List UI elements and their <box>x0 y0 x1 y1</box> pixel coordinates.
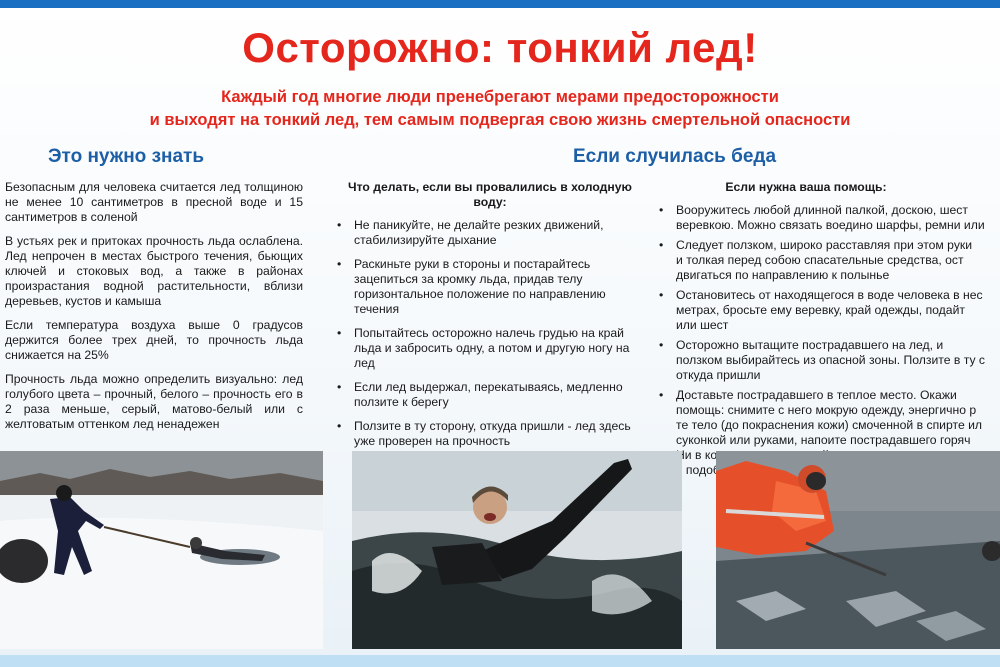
list-item-line: Следует ползком, широко расставляя при этом руки <box>676 238 973 252</box>
list-item <box>656 238 1000 283</box>
bullet-icon: • <box>659 238 664 252</box>
list-item-line: веревкою. Можно связать воедино шарфы, ремни или <box>676 218 985 232</box>
section-heading-know: Это нужно знать <box>48 146 205 167</box>
list-item <box>334 218 646 248</box>
list-item-text: Попытайтесь осторожно налечь грудью на край льда и забросить одну, а потом и другую ногу на лед <box>354 326 630 370</box>
know-paragraph: В устьях рек и притоках прочность льда ослаблена. Лед непрочен в местах быстрого течения, бьющих ключей и стоковых вод, а также в районах произрастания водной растительности, вблизи деревьев, кустов и камыша <box>5 234 303 308</box>
list-item-line: Доставьте пострадавшего в теплое место. Окажи <box>676 388 957 402</box>
photo-rescue-rope <box>0 451 323 649</box>
list-item-line: и толкая перед собою спасательные средства, ост <box>676 253 964 267</box>
know-paragraph: Если температура воздуха выше 0 градусов держится более трех дней, то прочность льда снижается на 25% <box>5 318 303 362</box>
help-subheading: Если нужна ваша помощь: <box>725 180 887 194</box>
list-item <box>656 288 1000 333</box>
bullet-icon: • <box>337 218 342 232</box>
bottom-border-bar <box>0 655 1000 667</box>
bullet-icon: • <box>337 419 342 433</box>
list-item-line: те тело (до покраснения кожи) смоченной в спирте ил <box>676 418 983 432</box>
list-item-line: или шест <box>676 318 729 332</box>
list-item-line: Ни в <box>676 448 702 462</box>
help-column <box>656 180 1000 483</box>
list-item-line: ползком выбирайтесь из опасной зоны. Ползите в ту с <box>676 353 986 367</box>
fell-through-subheading: Что делать, если вы провалились в холодную воду: <box>348 180 632 209</box>
list-item-line: суконкой или руками, напоите пострадавшего горяч <box>676 433 971 447</box>
page-subtitle <box>0 86 1000 132</box>
list-item-line: метрах, бросьте ему веревку, край одежды, подайт <box>676 303 965 317</box>
bullet-icon: • <box>659 288 664 302</box>
list-item-line: Вооружитесь любой длинной палкой, доскою, шест <box>676 203 968 217</box>
know-column <box>5 180 303 441</box>
know-paragraph: Безопасным для человека считается лед толщиною не менее 10 сантиметров в пресной воде и 15 сантиметров в соленой <box>5 180 303 224</box>
bullet-icon: • <box>337 257 342 271</box>
subtitle-line-1: Каждый год многие люди пренебрегают мерами предосторожности <box>221 88 779 106</box>
list-item <box>334 326 646 371</box>
list-item-line: подобных <box>685 463 742 477</box>
list-item-line: помощь: снимите с него мокрую одежду, энергично р <box>676 403 977 417</box>
top-border-bar <box>0 0 1000 8</box>
know-paragraph: Прочность льда можно определить визуально: лед голубого цвета – прочный, белого – прочность его в 2 раза меньше, серый, матово-белый или с желтоватым оттенком лед ненадежен <box>5 372 303 431</box>
bullet-icon: • <box>337 380 342 394</box>
bullet-icon: • <box>337 326 342 340</box>
fell-through-list <box>334 218 646 449</box>
list-item-line: Остановитесь от находящегося в воде человека в нес <box>676 288 983 302</box>
list-item-text: Раскиньте руки в стороны и постарайтесь зацепиться за кромку льда, придав телу горизонтальное положение по направлению течения <box>354 257 606 316</box>
subtitle-line-2: и выходят на тонкий лед, тем самым подвергая свою жизнь смертельной опасности <box>149 111 851 129</box>
list-item <box>334 380 646 410</box>
list-item-text: Ползите в ту сторону, откуда пришли - лед здесь уже проверен на прочность <box>354 419 631 448</box>
list-item <box>334 257 646 317</box>
bullet-icon: • <box>659 338 664 352</box>
list-item-text: Если лед выдержал, перекатываясь, медленно ползите к берегу <box>354 380 623 409</box>
list-item <box>656 203 1000 233</box>
photo-rescuer-on-ice <box>716 451 1000 649</box>
list-item-line: Осторожно вытащите пострадавшего на лед, и <box>676 338 944 352</box>
fell-through-column <box>334 180 646 458</box>
section-heading-trouble: Если случилась беда <box>573 146 777 167</box>
bullet-icon: • <box>659 388 664 402</box>
list-item <box>334 419 646 449</box>
help-list <box>656 203 1000 478</box>
list-item-line: откуда пришли <box>676 368 761 382</box>
bullet-icon: • <box>659 203 664 217</box>
photo-man-in-water <box>352 451 682 649</box>
list-item-line: двигаться по направлению к полынье <box>676 268 890 282</box>
list-item-text: Не паникуйте, не делайте резких движений, стабилизируйте дыхание <box>354 218 604 247</box>
list-item <box>656 338 1000 383</box>
page-title: Осторожно: тонкий лед! <box>242 24 758 71</box>
